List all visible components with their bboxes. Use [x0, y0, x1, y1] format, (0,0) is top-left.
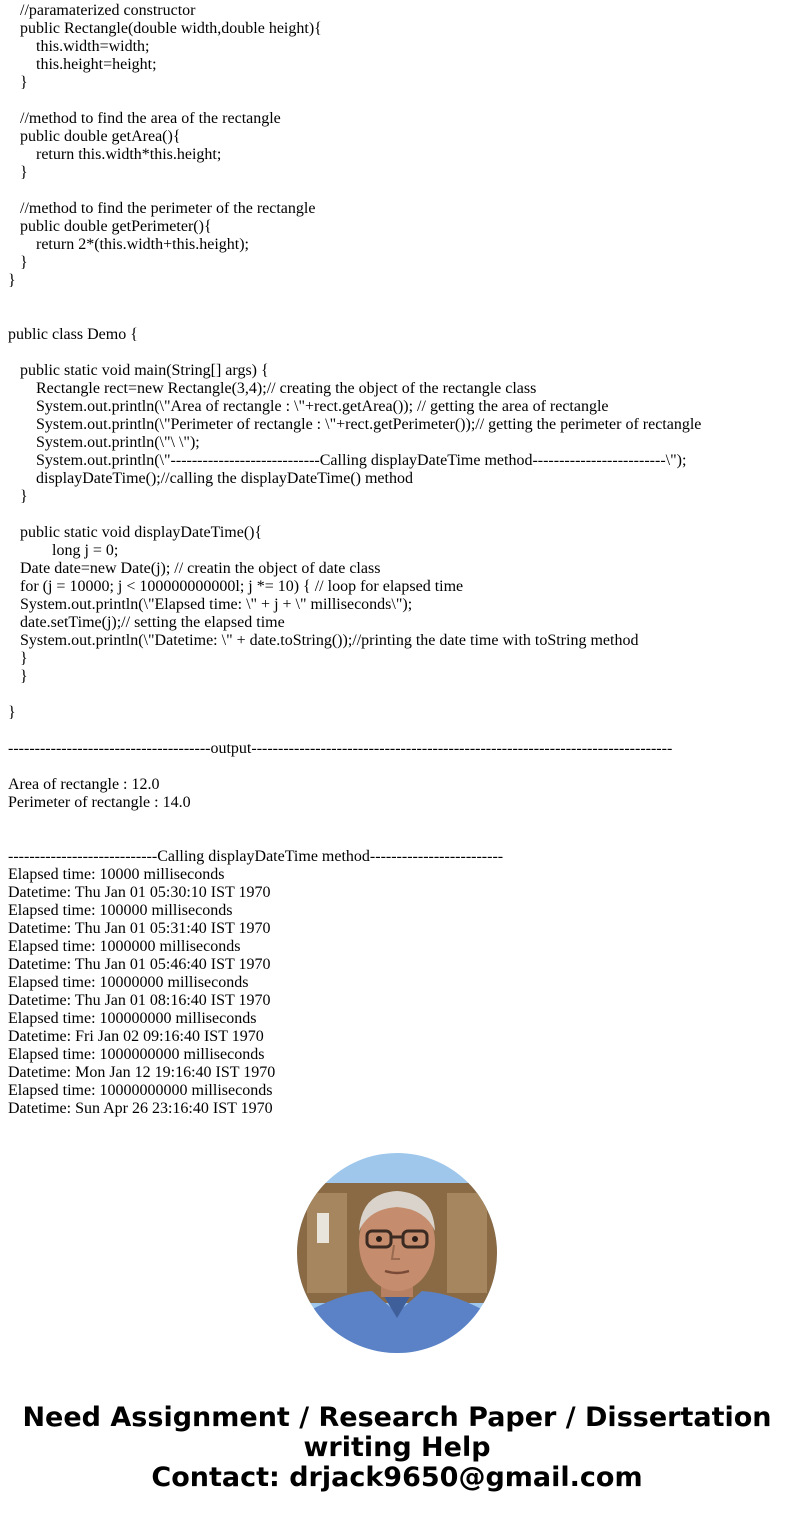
document-line: Datetime: Fri Jan 02 09:16:40 IST 1970 — [8, 1028, 264, 1045]
banner-subheadline: writing Help — [303, 1432, 491, 1463]
document-line — [8, 290, 788, 308]
document-line: --------------------------------------output------------------------------------------------------------------------------- — [8, 740, 673, 757]
document-line — [8, 92, 788, 110]
document-line: Elapsed time: 1000000000 milliseconds — [8, 1046, 265, 1063]
document-line: Datetime: Thu Jan 01 05:46:40 IST 1970 — [8, 956, 271, 973]
document-line — [8, 344, 788, 362]
document-line: this.width=width; — [8, 38, 150, 55]
document-line — [8, 308, 788, 326]
document-line: } — [8, 272, 16, 289]
document-line — [8, 182, 788, 200]
document-line: public static void displayDateTime(){ — [8, 524, 263, 541]
author-avatar — [297, 1153, 497, 1353]
document-line: System.out.println(\"Area of rectangle : \"+rect.getArea()); // getting the area of rectangle — [8, 398, 609, 415]
document-line: Datetime: Thu Jan 01 05:31:40 IST 1970 — [8, 920, 271, 937]
document-line: public double getArea(){ — [8, 128, 181, 145]
document-line: public double getPerimeter(){ — [8, 218, 212, 235]
code-document — [8, 2, 788, 1118]
document-line: date.setTime(j);// setting the elapsed time — [8, 614, 285, 631]
document-line: return 2*(this.width+this.height); — [8, 236, 249, 253]
document-line: Elapsed time: 10000000000 milliseconds — [8, 1082, 273, 1099]
document-line: ----------------------------Calling displayDateTime method------------------------- — [8, 848, 504, 865]
document-line: } — [8, 164, 28, 181]
document-line: } — [8, 74, 28, 91]
document-line: Elapsed time: 1000000 milliseconds — [8, 938, 241, 955]
author-portrait-icon — [297, 1153, 497, 1353]
document-line: Date date=new Date(j); // creatin the object of date class — [8, 560, 381, 577]
document-line: Datetime: Thu Jan 01 08:16:40 IST 1970 — [8, 992, 271, 1009]
contact-banner — [0, 1403, 794, 1493]
document-line: } — [8, 254, 28, 271]
document-line — [8, 506, 788, 524]
document-line: //method to find the perimeter of the rectangle — [8, 200, 316, 217]
document-line: System.out.println(\"----------------------------Calling displayDateTime method-------------------------\"); — [8, 452, 687, 469]
document-line: Perimeter of rectangle : 14.0 — [8, 794, 191, 811]
document-line — [8, 812, 788, 830]
document-line: } — [8, 488, 28, 505]
document-line: System.out.println(\"\ \"); — [8, 434, 200, 451]
document-line: //method to find the area of the rectangle — [8, 110, 281, 127]
document-line: long j = 0; — [8, 542, 119, 559]
document-line: System.out.println(\"Elapsed time: \" + j + \" milliseconds\"); — [8, 596, 413, 613]
document-line: } — [8, 668, 28, 685]
document-line: Datetime: Sun Apr 26 23:16:40 IST 1970 — [8, 1100, 273, 1117]
document-line: System.out.println(\"Perimeter of rectangle : \"+rect.getPerimeter());// getting the perimeter of rectangle — [8, 416, 702, 433]
document-line: System.out.println(\"Datetime: \" + date.toString());//printing the date time with toString method — [8, 632, 639, 649]
document-line: Datetime: Mon Jan 12 19:16:40 IST 1970 — [8, 1064, 276, 1081]
document-line: for (j = 10000; j < 100000000000l; j *= 10) { // loop for elapsed time — [8, 578, 464, 595]
document-line: public Rectangle(double width,double height){ — [8, 20, 322, 37]
document-line — [8, 722, 788, 740]
document-line: public class Demo { — [8, 326, 138, 343]
document-line: Area of rectangle : 12.0 — [8, 776, 160, 793]
document-line: Rectangle rect=new Rectangle(3,4);// creating the object of the rectangle class — [8, 380, 537, 397]
document-line: Elapsed time: 10000000 milliseconds — [8, 974, 249, 991]
document-line: Elapsed time: 100000000 milliseconds — [8, 1010, 257, 1027]
document-line: } — [8, 704, 16, 721]
banner-headline: Need Assignment / Research Paper / Dissertation — [22, 1402, 772, 1433]
document-line — [8, 686, 788, 704]
document-line: } — [8, 650, 28, 667]
document-line: Elapsed time: 100000 milliseconds — [8, 902, 233, 919]
document-line: displayDateTime();//calling the displayDateTime() method — [8, 470, 413, 487]
contact-email: Contact: drjack9650@gmail.com — [151, 1462, 643, 1493]
document-line — [8, 758, 788, 776]
document-line: this.height=height; — [8, 56, 157, 73]
document-line: return this.width*this.height; — [8, 146, 222, 163]
document-line: public static void main(String[] args) { — [8, 362, 269, 379]
document-line: //paramaterized constructor — [8, 2, 196, 19]
document-line — [8, 830, 788, 848]
document-line: Elapsed time: 10000 milliseconds — [8, 866, 225, 883]
document-line: Datetime: Thu Jan 01 05:30:10 IST 1970 — [8, 884, 271, 901]
